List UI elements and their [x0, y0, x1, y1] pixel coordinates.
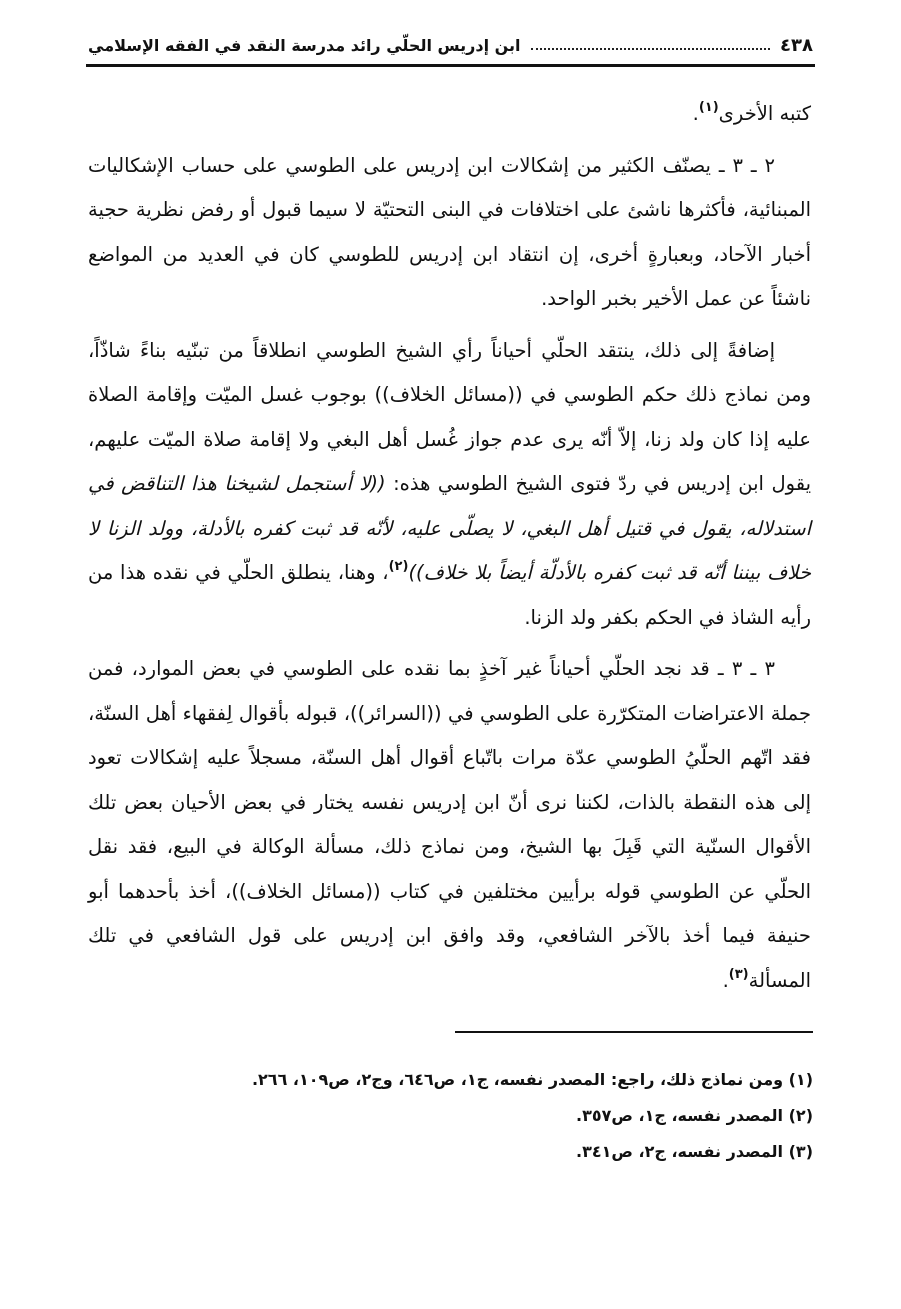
footnote-3: (٣) المصدر نفسه، ج٢، ص٣٤١. [576, 1142, 813, 1161]
main-text [88, 92, 811, 1003]
paragraph-3-tail: ، وهنا، ينطلق الحلّي في نقده هذا من رأيه الشاذ في الحكم بكفر ولد الزنا. [88, 561, 811, 629]
footnotes [88, 1062, 813, 1170]
footnote-separator [455, 1031, 813, 1033]
footnote-ref-1[interactable]: (١) [698, 100, 719, 115]
footnote-ref-3[interactable]: (٣) [728, 966, 749, 982]
footnote-1: (١) ومن نماذج ذلك، راجع: المصدر نفسه، ج١، ص٦٤٦، وج٢، ص١٠٩، ٢٦٦. [251, 1070, 813, 1089]
paragraph-2: ٢ ـ ٣ ـ يصنّف الكثير من إشكالات ابن إدريس على الطوسي على حساب الإشكاليات المبنائية، فأكثرها ناشئ على اختلافات في البنى التحتيّة لا سيما قبول أو رفض نظرية حجية أخبار الآحاد، وبعبارةٍ أخرى، إن انتقاد ابن إدريس للطوسي كان في العديد من المواضع ناشئاً عن عمل الأخير بخبر الواحد. [88, 153, 811, 310]
running-title: ابن إدريس الحلّي رائد مدرسة النقد في الفقه الإسلامي [88, 35, 521, 55]
paragraph-1 [88, 92, 811, 137]
page-number: ٤٣٨ [780, 34, 813, 56]
header-rule [86, 64, 815, 67]
page-header [88, 28, 813, 62]
quotation: ((لا أستجمل لشيخنا هذا التناقض في استدلاله، يقول في قتيل أهل البغي، لا يصلّى عليه، لأنّه قد ثبت كفره بالأدلة، وولد الزنا لا خلاف بيننا أنّه قد ثبت كفره بالأدلّة أيضاً بلا خلاف)) [88, 472, 811, 584]
paragraph-4 [88, 647, 811, 1003]
footnote-2: (٢) المصدر نفسه، ج١، ص٣٥٧. [576, 1106, 813, 1125]
header-leader-dots [531, 48, 771, 50]
paragraph-1-text: كتبه الأخرى [718, 102, 811, 125]
paragraph-3 [88, 329, 811, 641]
paragraph-4-end: . [722, 968, 729, 992]
paragraph-3-lead: إضافةً إلى ذلك، ينتقد الحلّي أحياناً رأي الشيخ الطوسي انطلاقاً من تبنّيه بناءً شاذّاً، ومن نماذج ذلك حكم الطوسي في ((مسائل الخلاف)) بوجوب غسل الميّت وإقامة الصلاة عليه إذا كان ولد زنا، إلاّ أنّه يرى عدم جواز غُسل أهل البغي ولا إقامة صلاة الميّت عليهم، يقول ابن إدريس في ردّ فتوى الشيخ الطوسي هذه: [88, 338, 811, 495]
footnote-ref-2[interactable]: (٢) [388, 559, 409, 574]
paragraph-1-end: . [692, 102, 699, 125]
paragraph-4-text: ٣ ـ ٣ ـ قد نجد الحلّي أحياناً غير آخذٍ بما نقده على الطوسي في بعض الموارد، فمن جملة الاعتراضات المتكرّرة على الطوسي في ((السرائر))، قبوله بأقوال لِفقهاء أهل السنّة، فقد اتّهم الحلّيُ الطوسي عدّة مرات باتّباع أقوال أهل السنّة، مسجلاً عليه إشكالات تعود إلى هذه النقطة بالذات، لكننا نرى أنّ ابن إدريس نفسه يختار في بعض الأحيان بعض تلك الأقوال السنّية التي قَبِلَ بها الشيخ، ومن نماذج ذلك، مسألة الوكالة في البيع، فقد نقل الحلّي عن الطوسي قوله برأيين مختلفين في كتاب ((مسائل الخلاف))، أخذ بأحدهما أبو حنيفة فيما أخذ بالآخر الشافعي، وقد وافق ابن إدريس على قول الشافعي في تلك المسألة [88, 657, 811, 992]
